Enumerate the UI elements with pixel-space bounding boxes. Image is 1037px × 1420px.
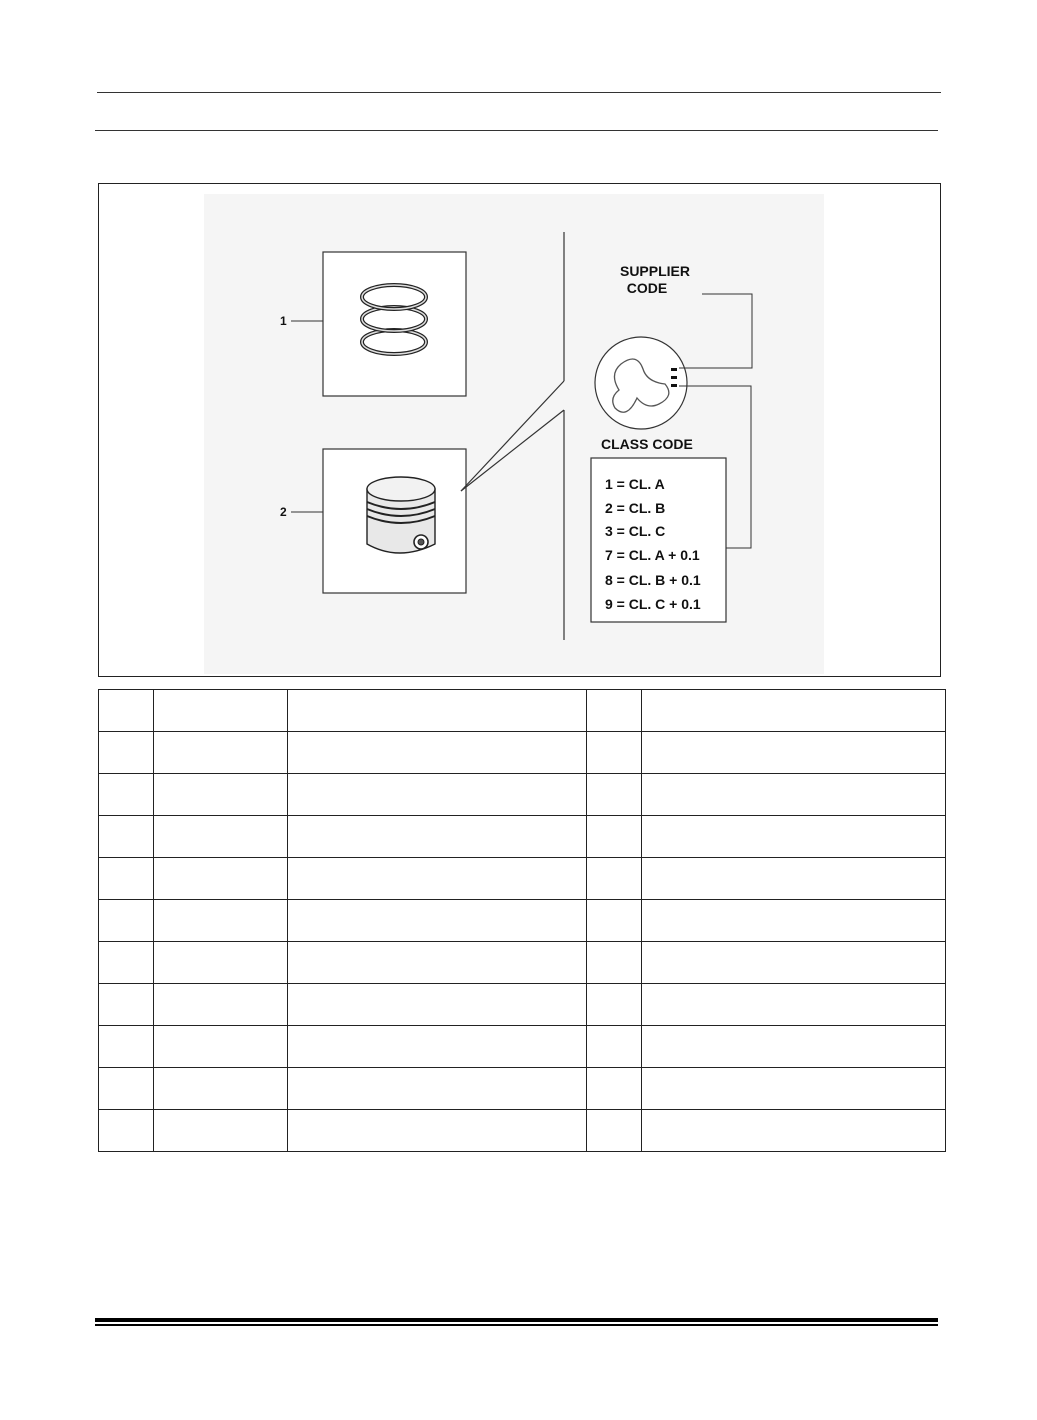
table-row <box>99 690 946 732</box>
table-row <box>99 1026 946 1068</box>
piston-crown-detail <box>595 337 687 429</box>
table-row <box>99 1068 946 1110</box>
class-code-title: CLASS CODE <box>601 436 693 452</box>
class-code-entry: 1 = CL. A <box>605 476 665 492</box>
table-row <box>99 858 946 900</box>
part-number-cell <box>154 1110 288 1152</box>
quantity-cell <box>587 984 642 1026</box>
quantity-cell <box>587 816 642 858</box>
table-row <box>99 984 946 1026</box>
quantity-cell <box>587 1110 642 1152</box>
table-row <box>99 1110 946 1152</box>
description-cell <box>288 690 587 732</box>
description-cell <box>288 732 587 774</box>
description-cell <box>288 942 587 984</box>
part-number-cell <box>154 900 288 942</box>
class-code-entry: 8 = CL. B + 0.1 <box>605 572 701 588</box>
class-code-entry: 2 = CL. B <box>605 500 666 516</box>
footer-rule-thin <box>95 1324 938 1326</box>
ref-number-cell <box>99 732 154 774</box>
part-number-cell <box>154 942 288 984</box>
class-code-entry: 7 = CL. A + 0.1 <box>605 547 700 563</box>
piston-icon <box>367 477 435 553</box>
ref-number-cell <box>99 816 154 858</box>
header-rule-top <box>97 92 941 93</box>
part-number-cell <box>154 774 288 816</box>
remarks-cell <box>642 858 946 900</box>
footer-rule-thick <box>95 1318 938 1322</box>
class-code-entry: 9 = CL. C + 0.1 <box>605 596 701 612</box>
class-code-entry: 3 = CL. C <box>605 523 666 539</box>
quantity-cell <box>587 732 642 774</box>
ref-number-cell <box>99 690 154 732</box>
remarks-cell <box>642 732 946 774</box>
remarks-cell <box>642 984 946 1026</box>
callout-1: 1 <box>280 314 287 328</box>
part-number-cell <box>154 984 288 1026</box>
quantity-cell <box>587 942 642 984</box>
description-cell <box>288 858 587 900</box>
ref-number-cell <box>99 858 154 900</box>
table-row <box>99 816 946 858</box>
quantity-cell <box>587 774 642 816</box>
quantity-cell <box>587 690 642 732</box>
description-cell <box>288 774 587 816</box>
ref-number-cell <box>99 774 154 816</box>
ref-number-cell <box>99 984 154 1026</box>
remarks-cell <box>642 774 946 816</box>
part-number-cell <box>154 1026 288 1068</box>
supplier-code-label-line2: CODE <box>626 280 668 296</box>
table-row <box>99 774 946 816</box>
ref-number-cell <box>99 1110 154 1152</box>
remarks-cell <box>642 942 946 984</box>
quantity-cell <box>587 1026 642 1068</box>
description-cell <box>288 900 587 942</box>
description-cell <box>288 1068 587 1110</box>
supplier-code-label-line1: SUPPLIER <box>619 263 691 279</box>
description-cell <box>288 816 587 858</box>
description-cell <box>288 1110 587 1152</box>
remarks-cell <box>642 1068 946 1110</box>
quantity-cell <box>587 900 642 942</box>
remarks-cell <box>642 1026 946 1068</box>
ref-number-cell <box>99 942 154 984</box>
callout-2: 2 <box>280 505 287 519</box>
remarks-cell <box>642 690 946 732</box>
ref-number-cell <box>99 1068 154 1110</box>
remarks-cell <box>642 816 946 858</box>
table-row <box>99 900 946 942</box>
remarks-cell <box>642 900 946 942</box>
ref-number-cell <box>99 1026 154 1068</box>
part-number-cell <box>154 1068 288 1110</box>
parts-figure <box>98 183 941 677</box>
description-cell <box>288 984 587 1026</box>
piston-rings-box <box>323 252 466 396</box>
description-cell <box>288 1026 587 1068</box>
part-number-cell <box>154 858 288 900</box>
quantity-cell <box>587 858 642 900</box>
parts-illustration <box>99 184 942 678</box>
header-rule-bottom <box>95 130 938 131</box>
stamp-marks <box>671 368 677 387</box>
table-row <box>99 942 946 984</box>
quantity-cell <box>587 1068 642 1110</box>
part-number-cell <box>154 732 288 774</box>
parts-table <box>98 689 946 1152</box>
part-number-cell <box>154 690 288 732</box>
remarks-cell <box>642 1110 946 1152</box>
table-row <box>99 732 946 774</box>
part-number-cell <box>154 816 288 858</box>
ref-number-cell <box>99 900 154 942</box>
